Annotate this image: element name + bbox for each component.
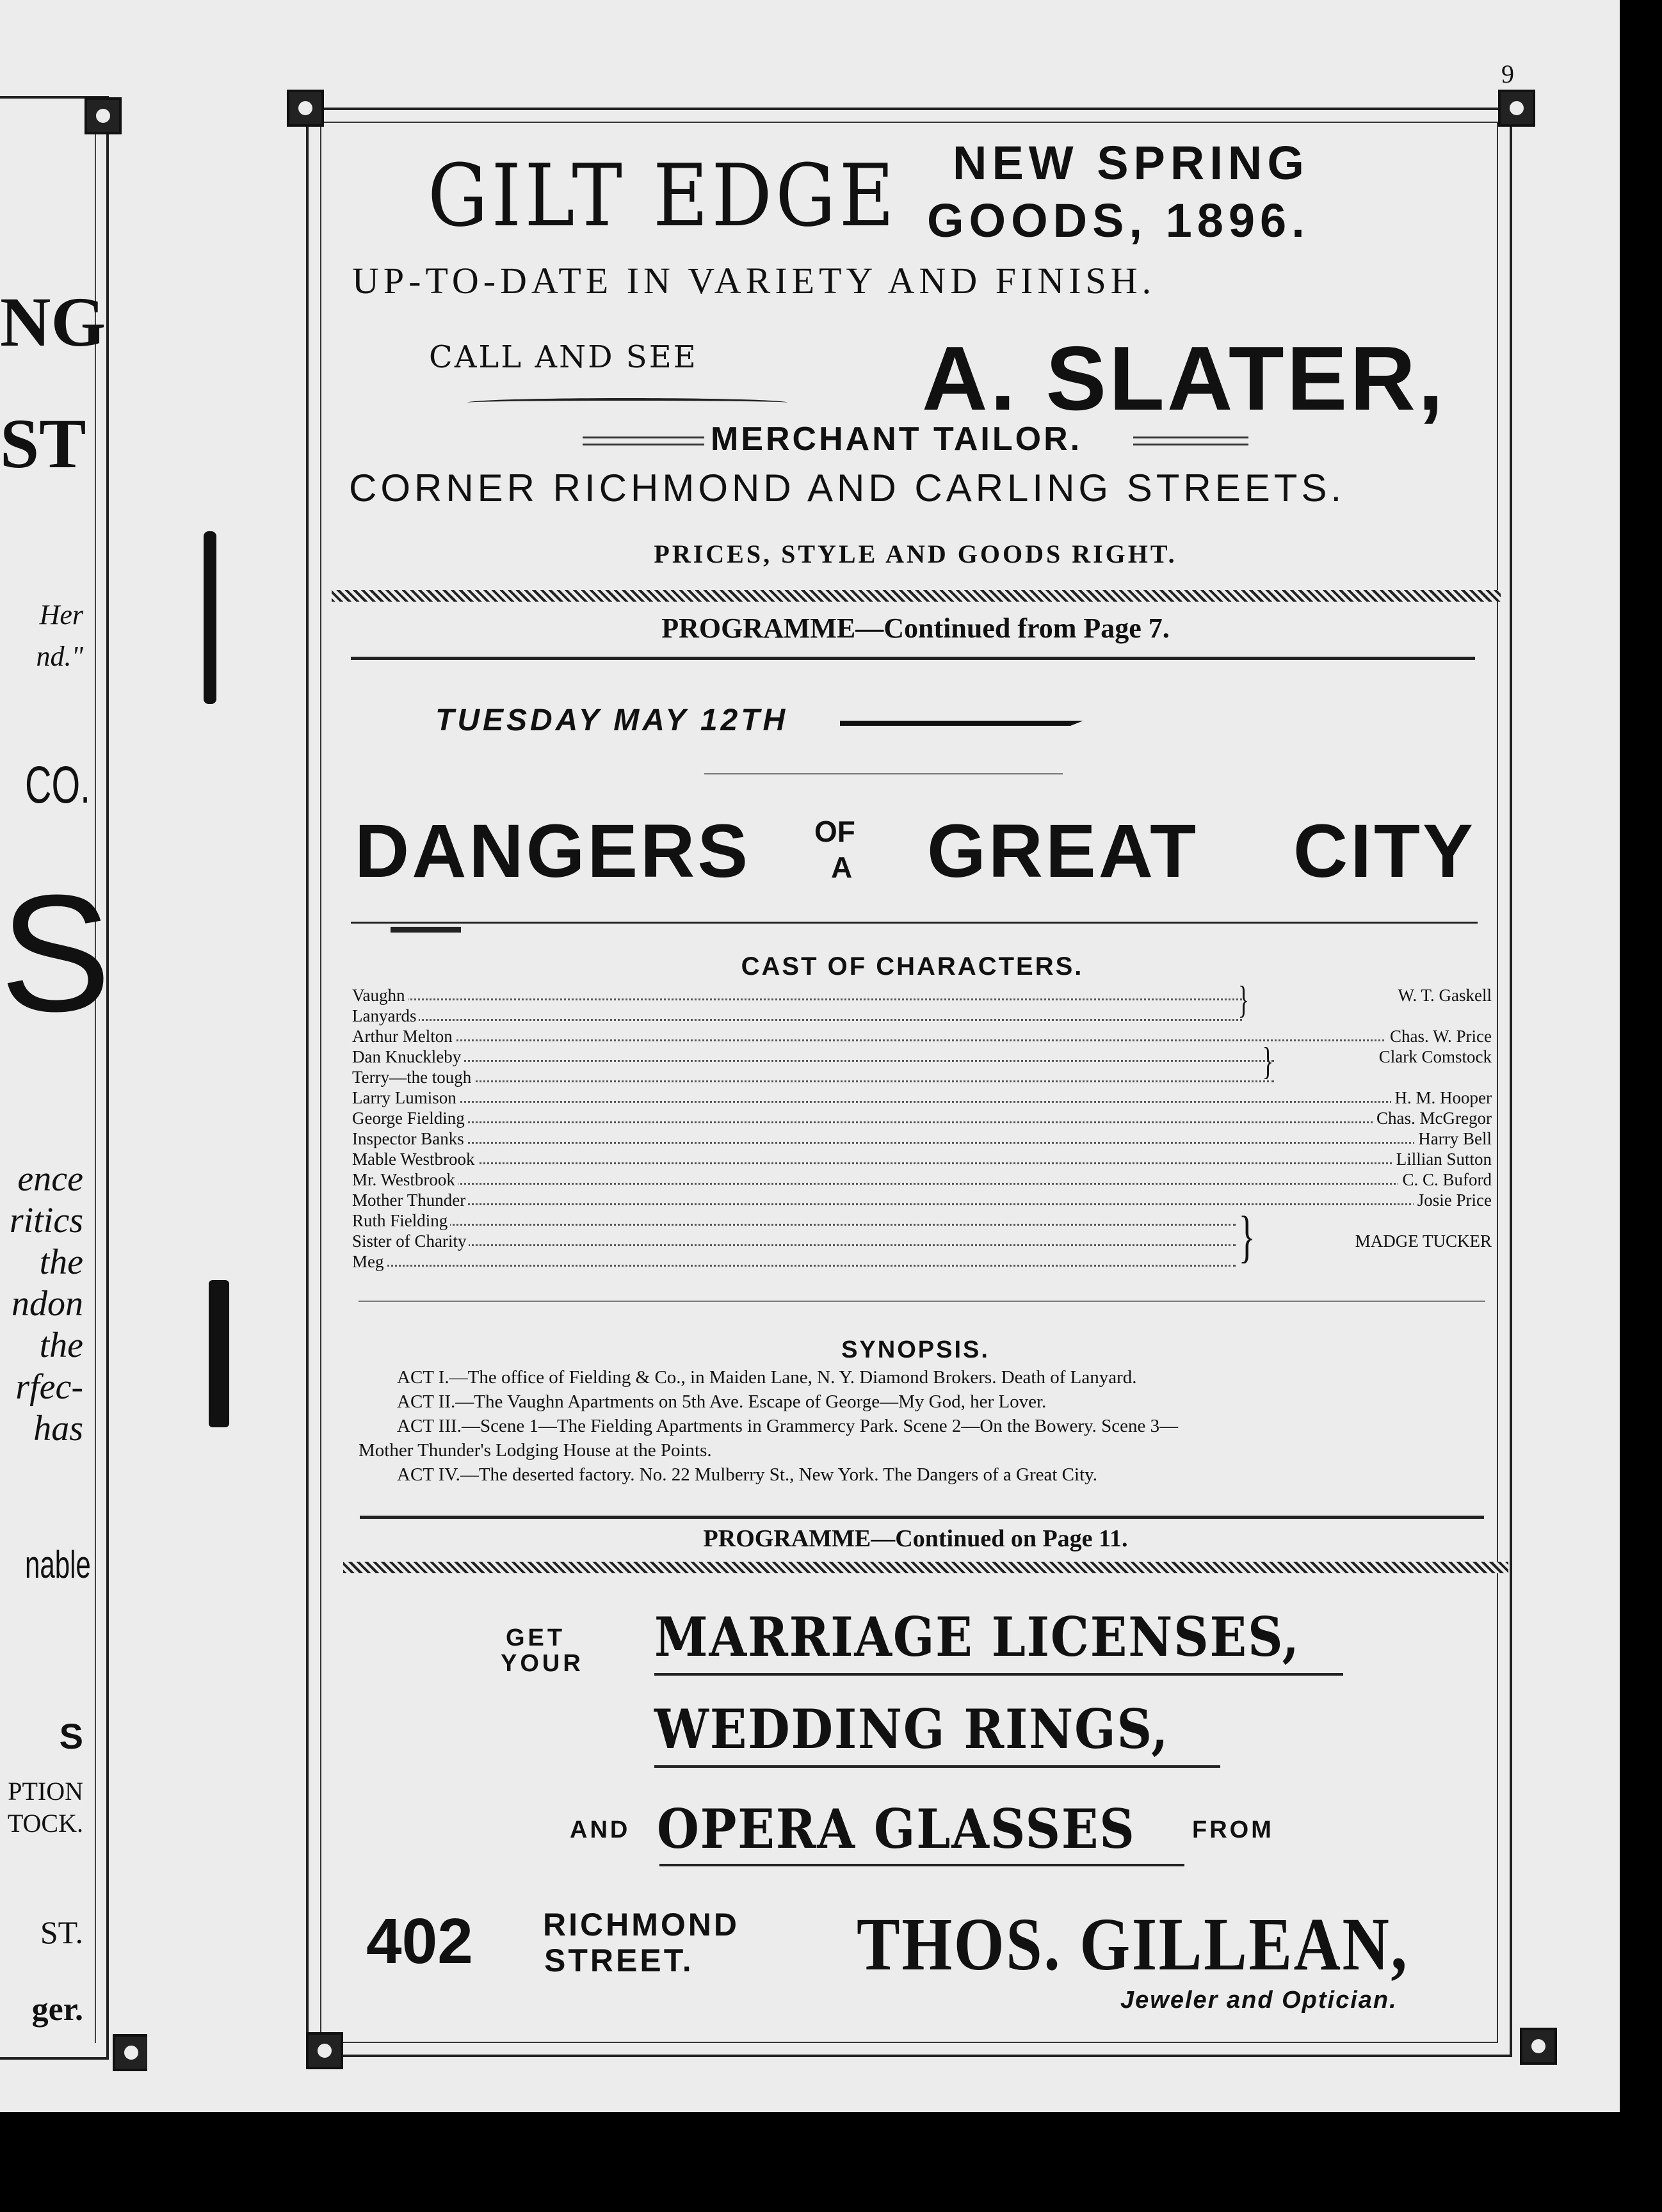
merchant-name: A. SLATER, — [922, 328, 1446, 429]
cast-character: Sister of Charity — [352, 1231, 469, 1251]
leader-dots — [352, 1101, 1492, 1103]
and-label: AND — [570, 1816, 631, 1843]
leader-dots — [352, 1162, 1492, 1164]
cast-actor: Chas. McGregor — [1373, 1109, 1492, 1128]
underline — [659, 1864, 1184, 1866]
zigzag-divider — [343, 1562, 1508, 1573]
new-spring-heading: NEW SPRING — [953, 136, 1309, 189]
binding-mark — [209, 1280, 229, 1427]
cast-character: Mr. Westbrook — [352, 1170, 458, 1190]
prev-fragment: ritics — [9, 1201, 83, 1240]
play-title-dangers: DANGERS — [355, 809, 751, 894]
section-rule — [351, 922, 1478, 924]
leader-dots — [352, 998, 1242, 1000]
leader-dots — [352, 1183, 1492, 1185]
prev-fragment: PTION — [8, 1777, 83, 1806]
prev-fragment: NG — [0, 283, 106, 361]
address: CORNER RICHMOND AND CARLING STREETS. — [349, 467, 1346, 509]
leader-dots — [352, 1203, 1492, 1205]
prev-fragment: ger. — [31, 1991, 83, 2028]
continued-from: PROGRAMME—Continued from Page 7. — [661, 613, 1170, 644]
opera-glasses: OPERA GLASSES — [657, 1797, 1136, 1861]
cast-character: Meg — [352, 1252, 387, 1272]
corner-ornament-icon — [287, 90, 324, 127]
underline — [654, 1765, 1220, 1768]
cast-character: Mother Thunder — [352, 1190, 468, 1210]
tagline: UP-TO-DATE IN VARIETY AND FINISH. — [352, 260, 1156, 301]
street-name-2: STREET. — [544, 1943, 694, 1978]
prev-fragment: ndon — [12, 1284, 83, 1324]
cast-row — [352, 986, 1492, 1006]
play-title-great: GREAT — [927, 809, 1199, 894]
cast-row — [352, 1047, 1492, 1068]
slogan: PRICES, STYLE AND GOODS RIGHT. — [654, 540, 1177, 568]
leader-dots — [352, 1121, 1492, 1123]
prev-fragment: CO. — [25, 756, 91, 814]
corner-ornament-icon — [113, 2034, 147, 2071]
get-label: GET — [506, 1624, 566, 1651]
cast-actor: Lillian Sutton — [1392, 1150, 1492, 1169]
prev-fragment: ST — [0, 405, 86, 483]
your-label: YOUR — [501, 1650, 584, 1677]
prev-fragment: Her — [39, 599, 83, 630]
cast-character: George Fielding — [352, 1109, 467, 1128]
decorative-rule — [583, 437, 704, 445]
cast-actor: Clark Comstock — [1375, 1047, 1492, 1067]
jeweler-name: THOS. GILLEAN, — [857, 1902, 1409, 1986]
zigzag-divider — [332, 590, 1501, 602]
cast-row — [352, 1231, 1492, 1252]
prev-fragment: has — [33, 1409, 83, 1448]
cast-row — [352, 1006, 1492, 1027]
flourish-rule — [467, 398, 787, 407]
synopsis-line: Mother Thunder's Lodging House at the Points. — [359, 1440, 712, 1461]
synopsis-line: ACT I.—The office of Fielding & Co., in Maiden Lane, N. Y. Diamond Brokers. Death of Lanyard. — [397, 1367, 1137, 1388]
from-label: FROM — [1192, 1816, 1274, 1843]
prev-fragment: nable — [25, 1543, 91, 1586]
cast-row — [352, 1211, 1492, 1231]
binding-mark — [204, 531, 216, 704]
corner-ornament-icon — [85, 97, 122, 134]
cast-character: Larry Lumison — [352, 1088, 459, 1108]
cast-row — [352, 1252, 1492, 1272]
cast-actor: MADGE TUCKER — [1351, 1231, 1492, 1251]
cast-character: Lanyards — [352, 1006, 419, 1026]
cast-actor: H. M. Hooper — [1391, 1088, 1492, 1108]
marriage-licenses: MARRIAGE LICENSES, — [654, 1605, 1300, 1669]
street-name-1: RICHMOND — [543, 1907, 739, 1943]
synopsis-line: ACT IV.—The deserted factory. No. 22 Mulberry St., New York. The Dangers of a Great City. — [397, 1464, 1097, 1485]
cast-character: Terry—the tough — [352, 1068, 474, 1087]
cast-character: Mable Westbrook — [352, 1150, 478, 1169]
prev-fragment: S — [59, 1716, 83, 1756]
cast-heading: CAST OF CHARACTERS. — [741, 952, 1084, 981]
cast-row — [352, 1068, 1492, 1088]
leader-dots — [352, 1019, 1242, 1021]
hairline-rule — [704, 773, 1063, 774]
page-number: 9 — [1501, 60, 1514, 88]
decorative-rule — [1133, 437, 1248, 445]
section-rule-accent — [391, 927, 461, 933]
cast-row — [352, 1150, 1492, 1170]
cast-actor: Josie Price — [1414, 1190, 1492, 1210]
cast-row — [352, 1088, 1492, 1109]
cast-actor: Chas. W. Price — [1386, 1027, 1492, 1046]
leader-dots — [352, 1060, 1274, 1062]
prev-fragment: TOCK. — [7, 1809, 83, 1838]
leader-dots — [352, 1224, 1236, 1226]
leader-dots — [352, 1265, 1236, 1267]
section-rule — [360, 1516, 1484, 1519]
occupation: MERCHANT TAILOR. — [711, 421, 1083, 458]
date-flourish — [840, 721, 1083, 726]
synopsis-heading: SYNOPSIS. — [841, 1336, 990, 1363]
cast-character: Dan Knuckleby — [352, 1047, 464, 1067]
gilt-edge-brand: GILT EDGE — [428, 146, 898, 246]
play-title-of: OF — [814, 815, 855, 848]
cast-character: Ruth Fielding — [352, 1211, 450, 1231]
jeweler-title: Jeweler and Optician. — [1120, 1987, 1398, 2014]
prev-fragment: ence — [17, 1159, 83, 1199]
prev-fragment: nd." — [36, 641, 83, 672]
cast-character: Inspector Banks — [352, 1129, 467, 1149]
call-and-see: CALL AND SEE — [429, 339, 698, 375]
corner-ornament-icon — [1520, 2028, 1557, 2065]
goods-year-heading: GOODS, 1896. — [927, 194, 1310, 247]
cast-brace: } — [1238, 979, 1250, 1021]
leader-dots — [352, 1039, 1492, 1041]
cast-row — [352, 1190, 1492, 1211]
play-title-a: A — [831, 851, 853, 884]
prev-fragment: S — [0, 861, 111, 1046]
prev-fragment: ST. — [40, 1914, 83, 1950]
cast-row — [352, 1170, 1492, 1190]
previous-page-strip — [0, 0, 147, 2112]
cast-row — [352, 1129, 1492, 1150]
cast-row — [352, 1027, 1492, 1047]
prev-fragment: the — [39, 1242, 83, 1282]
corner-ornament-icon — [1498, 90, 1535, 127]
play-title-city: CITY — [1293, 809, 1476, 894]
leader-dots — [352, 1244, 1236, 1246]
leader-dots — [352, 1080, 1274, 1082]
street-number: 402 — [366, 1905, 473, 1977]
corner-ornament-icon — [306, 2032, 343, 2069]
wedding-rings: WEDDING RINGS, — [654, 1697, 1170, 1761]
prev-fragment: rfec- — [15, 1367, 83, 1407]
cast-brace: } — [1238, 1205, 1255, 1269]
performance-date: TUESDAY MAY 12TH — [435, 703, 789, 737]
cast-actor: C. C. Buford — [1398, 1170, 1492, 1190]
hairline-rule — [359, 1301, 1485, 1302]
leader-dots — [352, 1142, 1492, 1144]
cast-brace: } — [1262, 1040, 1274, 1082]
cast-actor: W. T. Gaskell — [1394, 986, 1492, 1006]
cast-character: Arthur Melton — [352, 1027, 455, 1046]
prev-fragment: the — [39, 1326, 83, 1365]
continued-on: PROGRAMME—Continued on Page 11. — [703, 1525, 1128, 1552]
cast-character: Vaughn — [352, 986, 408, 1006]
section-rule — [351, 657, 1475, 660]
synopsis-line: ACT III.—Scene 1—The Fielding Apartments in Grammercy Park. Scene 2—On the Bowery. Scene 3— — [397, 1416, 1179, 1436]
synopsis-line: ACT II.—The Vaughn Apartments on 5th Ave. Escape of George—My God, her Lover. — [397, 1391, 1047, 1412]
cast-actor: Harry Bell — [1414, 1129, 1492, 1149]
underline — [654, 1673, 1343, 1676]
cast-row — [352, 1109, 1492, 1129]
